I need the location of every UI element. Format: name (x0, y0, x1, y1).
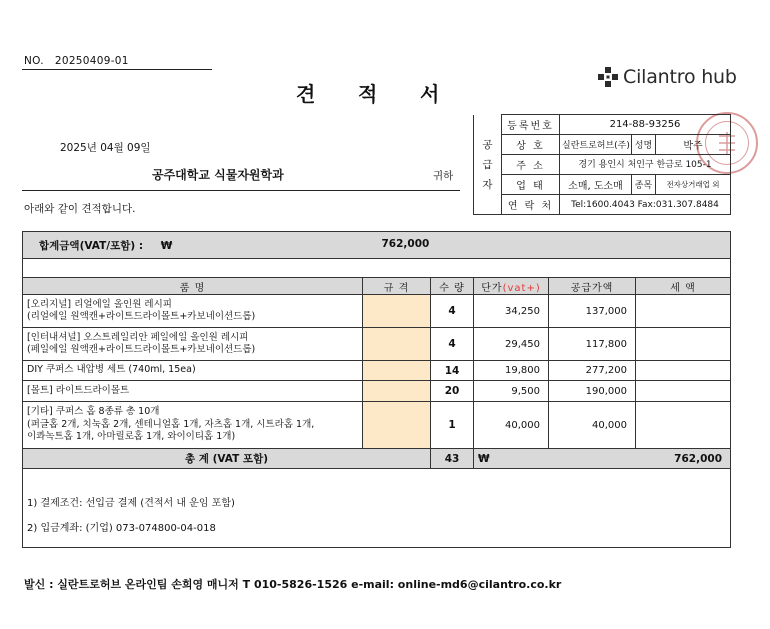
supplier-business-type: 소매, 도소매 (560, 175, 632, 195)
doc-no-underline (22, 69, 212, 70)
item-unit-price: 40,000 (474, 402, 549, 449)
item-name-line: 이콰녹트홉 1개, 아마릴로홉 1개, 와이이티홉 1개) (27, 431, 236, 443)
item-name-line: (페일에일 원액캔+라이트드라이몰트+카보네이션드롭) (27, 344, 256, 355)
supplier-label: 등록번호 (502, 115, 560, 135)
supplier-info-table (473, 114, 731, 215)
grand-total-amount: 762,000 (381, 237, 430, 250)
item-qty: 14 (431, 361, 474, 381)
supplier-row (474, 155, 731, 175)
item-spec (363, 295, 431, 328)
item-name-line: [오리지널] 리얼에일 올인원 레시피 (27, 298, 172, 310)
doc-no-value: 20250409-01 (54, 55, 129, 67)
item-qty: 20 (431, 381, 474, 402)
title-char-1: 견 (296, 82, 316, 106)
supplier-address: 경기 용인시 처인구 한금로 105-1 (560, 155, 731, 175)
supplier-row (474, 175, 731, 195)
notes-cell (23, 469, 731, 548)
item-name (23, 295, 363, 328)
doc-no-label: NO. (24, 55, 44, 67)
cilantro-leaf-icon (597, 66, 619, 88)
blank-cell (23, 259, 731, 278)
item-unit-price: 9,500 (474, 381, 549, 402)
item-supply: 117,800 (549, 328, 636, 361)
item-name-line: [기타] 쿠퍼스 홉 8종류 총 10개 (27, 406, 160, 418)
supplier-row (474, 195, 731, 215)
item-name-line: [몰트] 라이트드라이몰트 (27, 384, 130, 396)
header-unit-price (474, 278, 549, 295)
grand-total-row (23, 232, 731, 259)
supplier-row (474, 135, 731, 155)
supplier-label: 업 태 (502, 175, 560, 195)
supplier-reg-number: 214-88-93256 (560, 115, 731, 135)
supplier-business-item: 전자상거래업 외 (656, 175, 731, 195)
item-name-line: (리얼에일 원액캔+라이트드라이몰트+카보네이션드롭) (27, 311, 256, 322)
item-spec (363, 361, 431, 381)
supplier-row (474, 115, 731, 135)
document-title (296, 78, 482, 107)
item-supply: 137,000 (549, 295, 636, 328)
header-qty: 수 량 (431, 278, 474, 295)
item-qty: 1 (431, 402, 474, 449)
blank-row (23, 259, 731, 278)
total-qty: 43 (431, 449, 474, 469)
supplier-side-label (474, 195, 502, 215)
item-supply: 277,200 (549, 361, 636, 381)
supplier-label: 상 호 (502, 135, 560, 155)
supplier-ceo-name: 박주 (656, 135, 731, 155)
item-qty: 4 (431, 328, 474, 361)
header-supply: 공급가액 (549, 278, 636, 295)
item-unit-price: 29,450 (474, 328, 549, 361)
total-row (23, 449, 731, 469)
grand-total-label: 합계금액(VAT/포함) : (39, 239, 144, 252)
document-number (24, 55, 129, 67)
supplier-side-label: 자 (474, 175, 502, 195)
item-spec (363, 328, 431, 361)
header-item: 품 명 (23, 278, 363, 295)
company-logo (597, 66, 737, 88)
client-underline (22, 190, 460, 191)
sender-footer: 발신 : 실란트로허브 온라인팀 손희영 매니저 T 010-5826-1526 e-mail: online-md6@cilantro.co.kr (24, 578, 562, 591)
item-spec (363, 381, 431, 402)
note-payment-terms: 1) 결제조건: 선입금 결제 (견적서 내 운임 포함) (27, 498, 235, 509)
supplier-company-name: 실란트로허브(주) (560, 135, 632, 155)
item-tax (636, 328, 731, 361)
supplier-side-label (474, 115, 502, 135)
item-unit-price: 34,250 (474, 295, 549, 328)
quote-items-table (22, 231, 731, 548)
supplier-label: 종목 (632, 175, 656, 195)
supplier-contact: Tel:1600.4043 Fax:031.307.8484 (560, 195, 731, 215)
item-tax (636, 361, 731, 381)
supplier-label: 주 소 (502, 155, 560, 175)
total-amount: 762,000 (674, 452, 722, 465)
table-row (23, 361, 731, 381)
item-supply: 40,000 (549, 402, 636, 449)
item-supply: 190,000 (549, 381, 636, 402)
title-char-2: 적 (358, 82, 378, 106)
item-tax (636, 402, 731, 449)
table-header-row (23, 278, 731, 295)
item-name (23, 328, 363, 361)
header-unit-price-label: 단가 (481, 282, 503, 294)
item-name-line: (퍼글홉 2개, 치눅홉 2개, 센테니얼홉 1개, 자츠홉 1개, 시트라홉 1개, (27, 418, 315, 430)
note-bank-account: 2) 입금계좌: (기업) 073-074800-04-018 (27, 523, 216, 534)
honorific: 귀하 (433, 170, 454, 182)
header-tax: 세 액 (636, 278, 731, 295)
item-name (23, 402, 363, 449)
item-name (23, 381, 363, 402)
grand-total-currency: ₩ (160, 239, 173, 252)
client-name: 공주대학교 식물자원학과 (152, 168, 284, 182)
item-spec (363, 402, 431, 449)
supplier-side-label: 공 (474, 135, 502, 155)
table-row (23, 402, 731, 449)
header-vat-note: (vat+) (502, 282, 541, 294)
supplier-label: 성명 (632, 135, 656, 155)
table-row (23, 328, 731, 361)
item-unit-price: 19,800 (474, 361, 549, 381)
total-label: 총 계 (VAT 포함) (23, 449, 431, 469)
item-tax (636, 295, 731, 328)
grand-total-cell (23, 232, 431, 259)
item-name-line: [인터내셔널] 오스트레일리안 페일에일 올인원 레시피 (27, 331, 249, 343)
intro-text: 아래와 같이 견적합니다. (24, 203, 136, 215)
item-qty: 4 (431, 295, 474, 328)
grand-total-spacer (431, 232, 731, 259)
logo-text: Cilantro hub (623, 66, 737, 88)
item-tax (636, 381, 731, 402)
notes-row (23, 469, 731, 548)
header-spec: 규 격 (363, 278, 431, 295)
total-amount-cell (474, 449, 731, 469)
total-currency: ₩ (478, 452, 490, 465)
item-name (23, 361, 363, 381)
table-row (23, 381, 731, 402)
quote-date: 2025년 04월 09일 (60, 142, 151, 154)
supplier-label: 연 락 처 (502, 195, 560, 215)
table-row (23, 295, 731, 328)
title-char-3: 서 (420, 82, 440, 106)
supplier-side-label: 급 (474, 155, 502, 175)
item-name-line: DIY 쿠퍼스 내압병 세트 (740ml, 15ea) (27, 364, 196, 376)
